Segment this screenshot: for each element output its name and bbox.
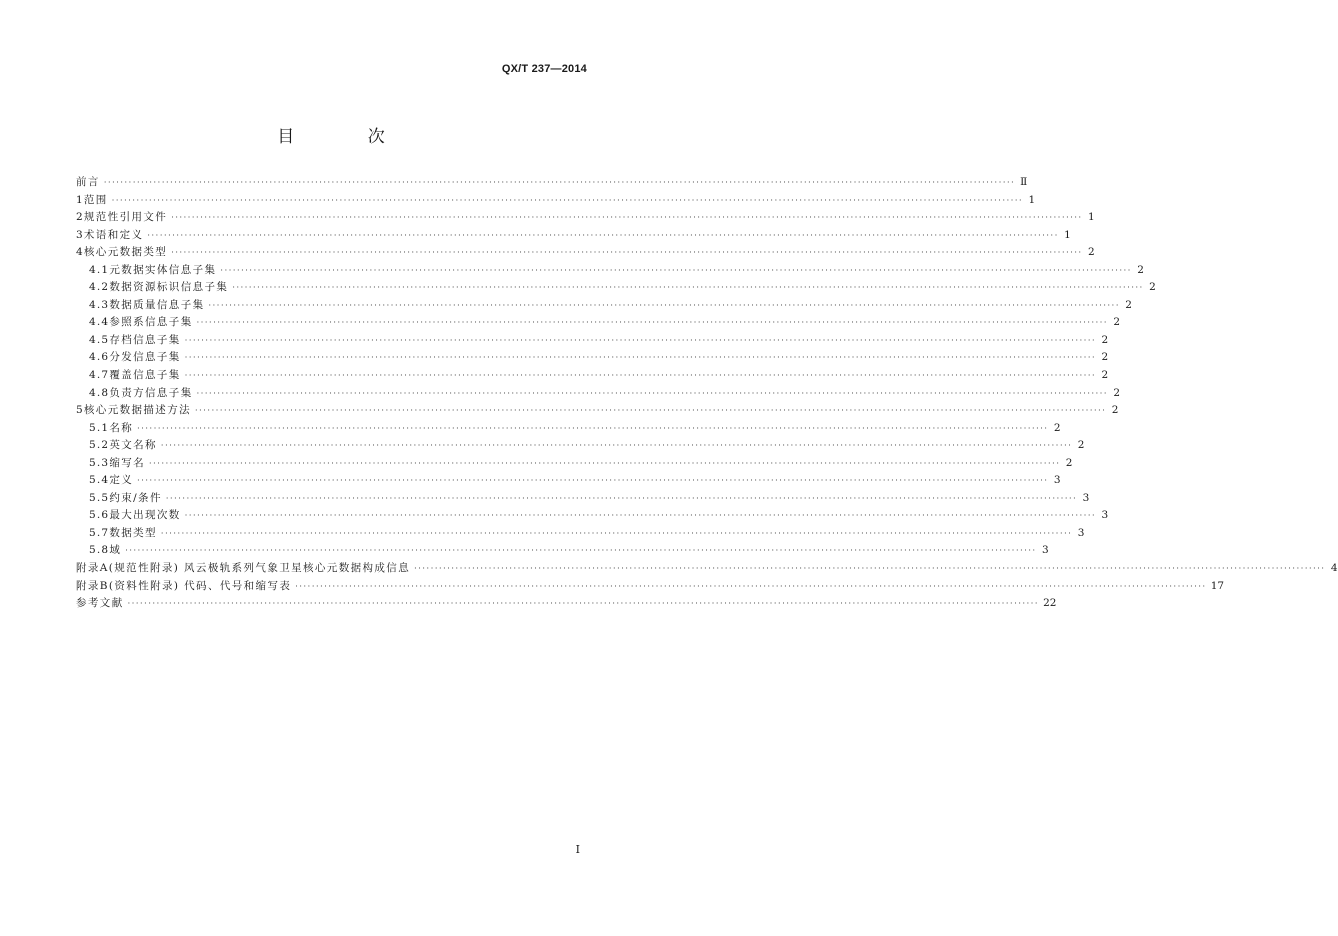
toc-entry-label: 前言: [76, 176, 100, 188]
toc-entry[interactable]: [76, 297, 1132, 315]
toc-entry[interactable]: [76, 279, 1156, 297]
toc-entry[interactable]: [76, 507, 1109, 525]
toc-dot-leader: ····························································································································································································································: [196, 388, 1109, 398]
toc-dot-leader: ····························································································································································································································: [295, 581, 1207, 591]
toc-entry-label: 术语和定义: [83, 228, 144, 241]
toc-entry-page: 17: [1210, 579, 1225, 592]
toc-entry[interactable]: [76, 209, 1095, 227]
toc-entry-label: 附录A(规范性附录) 风云极轨系列气象卫星核心元数据构成信息: [76, 562, 411, 575]
toc-dot-leader: ····························································································································································································································: [125, 546, 1037, 556]
toc-entry-number: 4.8: [89, 386, 110, 399]
toc-entry-page: 2: [1077, 439, 1085, 452]
toc-entry-number: 4.1: [89, 263, 110, 276]
toc-entry-label: 附录B(资料性附录) 代码、代号和缩写表: [76, 579, 292, 592]
toc-entry-page: 22: [1043, 597, 1057, 610]
toc-entry[interactable]: [76, 578, 1225, 596]
toc-entry-label: 域: [109, 544, 122, 557]
toc-entry[interactable]: [76, 472, 1061, 490]
toc-entry[interactable]: [76, 455, 1073, 473]
toc-entry[interactable]: [76, 542, 1049, 560]
toc-entry-page: 4: [1330, 562, 1338, 575]
toc-entry-page: 1: [1064, 228, 1071, 241]
toc-dot-leader: ····························································································································································································································: [137, 476, 1049, 486]
toc-entry[interactable]: [76, 525, 1085, 543]
page-title: 目 次: [277, 127, 419, 147]
toc-entry-label: 参考文献: [76, 597, 124, 610]
toc-entry-page: 2: [1101, 333, 1109, 346]
toc-entry-label: 规范性引用文件: [83, 211, 168, 224]
toc-entry-number: 5.1: [89, 421, 110, 434]
toc-entry-label: 参照系信息子集: [109, 316, 193, 329]
toc-entry-page: Ⅱ: [1020, 176, 1028, 188]
toc-entry-page: 2: [1053, 421, 1061, 434]
toc-entry-label: 核心元数据描述方法: [83, 404, 191, 417]
toc-entry-number: 5.4: [89, 474, 110, 487]
toc-entry-label: 核心元数据类型: [83, 246, 168, 259]
toc-entry-page: 2: [1113, 316, 1121, 329]
toc-entry-number: 5.8: [89, 544, 110, 557]
toc-entry-number: 5: [76, 404, 84, 417]
toc-entry-page: 2: [1101, 351, 1109, 364]
toc-entry[interactable]: [76, 560, 1338, 578]
toc-entry-label: 分发信息子集: [109, 351, 181, 364]
footer-page-number: I: [575, 843, 580, 856]
toc-entry-label: 最大出现次数: [109, 509, 181, 522]
table-of-contents: [76, 174, 1338, 613]
toc-entry-label: 定义: [109, 474, 134, 487]
toc-entry-number: 5.2: [89, 439, 110, 452]
toc-entry-number: 4.5: [89, 333, 110, 346]
toc-entry-number: 4.3: [89, 298, 110, 311]
toc-entry-page: 2: [1149, 281, 1156, 294]
toc-entry-page: 3: [1101, 509, 1109, 522]
toc-dot-leader: ····························································································································································································································: [196, 318, 1109, 328]
toc-entry-number: 5.3: [89, 456, 110, 469]
toc-entry[interactable]: [76, 595, 1057, 613]
toc-entry-page: 2: [1111, 404, 1119, 417]
toc-entry-page: 1: [1087, 211, 1095, 224]
toc-entry-label: 存档信息子集: [109, 333, 181, 346]
toc-dot-leader: ····························································································································································································································: [184, 511, 1097, 521]
toc-entry-number: 4: [76, 246, 84, 259]
toc-entry[interactable]: [76, 490, 1090, 508]
toc-entry-number: 5.6: [89, 509, 110, 522]
toc-entry[interactable]: [76, 192, 1036, 210]
toc-entry[interactable]: [76, 402, 1119, 420]
toc-entry-number: 5.7: [89, 526, 110, 539]
toc-entry-label: 元数据实体信息子集: [109, 263, 217, 276]
toc-entry-number: 3: [76, 228, 84, 241]
toc-dot-leader: ····························································································································································································································: [103, 178, 1016, 187]
toc-entry[interactable]: [76, 314, 1121, 332]
toc-entry-number: 4.7: [89, 369, 110, 382]
toc-entry-label: 约束/条件: [109, 491, 162, 504]
toc-entry-page: 3: [1082, 491, 1090, 504]
toc-dot-leader: ····························································································································································································································: [171, 213, 1083, 223]
toc-entry-label: 负责方信息子集: [109, 386, 193, 399]
toc-dot-leader: ····························································································································································································································: [184, 335, 1097, 345]
toc-entry-page: 2: [1087, 246, 1095, 259]
toc-entry-page: 1: [1028, 193, 1036, 206]
toc-dot-leader: ····························································································································································································································: [147, 230, 1059, 240]
toc-dot-leader: ····························································································································································································································: [195, 406, 1107, 416]
toc-entry-page: 2: [1065, 456, 1073, 469]
standard-code: QX/T 237—2014: [501, 63, 587, 75]
toc-entry-label: 覆盖信息子集: [109, 369, 181, 382]
toc-entry-number: 4.4: [89, 316, 110, 329]
toc-entry-number: 1: [76, 193, 84, 206]
toc-dot-leader: ····························································································································································································································: [149, 458, 1061, 468]
toc-entry-number: 5.5: [89, 491, 110, 504]
toc-dot-leader: ····························································································································································································································: [232, 283, 1144, 293]
toc-entry-label: 名称: [109, 421, 134, 434]
toc-entry-label: 缩写名: [109, 456, 146, 469]
toc-entry[interactable]: [76, 244, 1095, 262]
toc-dot-leader: ····························································································································································································································: [137, 423, 1049, 433]
toc-entry[interactable]: [76, 437, 1085, 455]
toc-entry-label: 数据类型: [109, 526, 157, 539]
toc-entry-page: 2: [1101, 369, 1109, 382]
toc-entry-label: 数据资源标识信息子集: [109, 281, 229, 294]
toc-entry[interactable]: [76, 349, 1109, 367]
toc-entry[interactable]: [76, 332, 1109, 350]
toc-entry[interactable]: [76, 227, 1071, 245]
toc-dot-leader: ····························································································································································································································: [127, 599, 1040, 609]
toc-entry-page: 2: [1125, 298, 1132, 311]
toc-dot-leader: ····························································································································································································································: [184, 353, 1097, 363]
toc-entry[interactable]: [76, 262, 1144, 280]
toc-entry-page: 3: [1053, 474, 1061, 487]
toc-entry[interactable]: [76, 367, 1109, 385]
toc-dot-leader: ····························································································································································································································: [160, 528, 1073, 538]
toc-dot-leader: ····························································································································································································································: [184, 371, 1097, 381]
toc-entry-page: 2: [1113, 386, 1121, 399]
toc-entry-page: 2: [1137, 263, 1144, 276]
toc-entry[interactable]: [76, 420, 1061, 438]
toc-entry[interactable]: [76, 174, 1028, 192]
toc-entry-number: 4.6: [89, 351, 110, 364]
toc-entry-number: 2: [76, 211, 84, 224]
toc-entry-number: 4.2: [89, 281, 110, 294]
toc-dot-leader: ····························································································································································································································: [414, 564, 1326, 574]
toc-dot-leader: ····························································································································································································································: [165, 493, 1078, 503]
toc-entry-page: 3: [1041, 544, 1049, 557]
toc-dot-leader: ····························································································································································································································: [220, 265, 1132, 275]
toc-dot-leader: ····························································································································································································································: [111, 195, 1024, 205]
toc-entry[interactable]: [76, 385, 1121, 403]
toc-dot-leader: ····························································································································································································································: [208, 300, 1120, 310]
toc-entry-label: 英文名称: [109, 439, 157, 452]
toc-dot-leader: ····························································································································································································································: [171, 248, 1083, 258]
toc-entry-page: 3: [1077, 526, 1085, 539]
toc-entry-label: 数据质量信息子集: [109, 298, 205, 311]
toc-entry-label: 范围: [83, 193, 108, 206]
toc-dot-leader: ····························································································································································································································: [160, 441, 1073, 451]
